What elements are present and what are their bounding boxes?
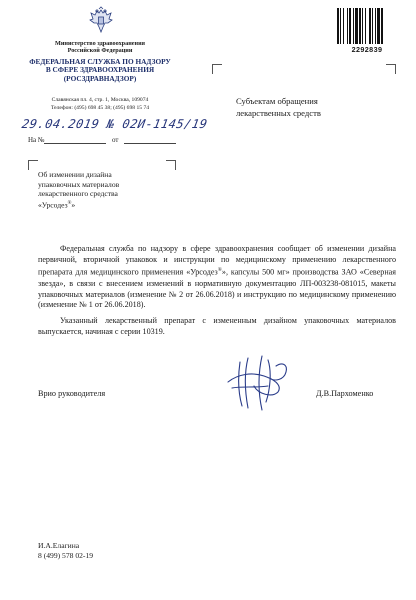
subject-bracket-left xyxy=(28,160,38,170)
reference-date-label: от xyxy=(112,136,119,144)
address-line-1: Славянская пл. 4, стр. 1, Москва, 109074 xyxy=(51,97,149,103)
agency-line-2: В СФЕРЕ ЗДРАВООХРАНЕНИЯ xyxy=(45,65,155,75)
barcode-bar xyxy=(337,8,339,44)
ministry-line-2: Российской Федерации xyxy=(67,47,133,55)
ministry-name xyxy=(20,40,180,54)
barcode-bar xyxy=(362,8,363,44)
agency-address xyxy=(20,97,180,113)
agency-line-1: ФЕДЕРАЛЬНАЯ СЛУЖБА ПО НАДЗОРУ xyxy=(29,57,171,66)
barcode-bar xyxy=(359,8,361,44)
handwritten-registration: 29.04.2019 № 02И-1145/19 xyxy=(20,117,209,131)
recipient-bracket-right xyxy=(386,64,396,74)
subject-line-3: лекарственного средства xyxy=(38,189,118,199)
body-p1-part-a: Федеральная служба по надзору в сфере здравоохранения сообщает об изменении дизайна первичной, вторичной упаковок и инструкции по медицинскому применению лекарственного препарата для медицинского применения «Урсодез xyxy=(38,244,396,278)
barcode-bar xyxy=(343,8,344,44)
body-registered-mark: ® xyxy=(217,267,222,274)
reference-number-blank xyxy=(44,143,106,144)
barcode-bar xyxy=(349,8,351,44)
body-paragraph-2: Указанный лекарственный препарат с измененным дизайном упаковочных материалов выпускается, начиная с серии 10319. xyxy=(38,315,396,336)
signatory-title: Врио руководителя xyxy=(38,389,106,398)
executor-phone: 8 (499) 578 02-19 xyxy=(38,551,94,560)
agency-line-3: (РОСЗДРАВНАДЗОР) xyxy=(63,73,137,83)
barcode-bar xyxy=(369,8,371,44)
body-paragraph-1 xyxy=(38,244,396,311)
barcode xyxy=(336,8,398,46)
barcode-number: 2292839 xyxy=(351,45,383,54)
reference-date-blank xyxy=(124,143,176,144)
subject-line-4 xyxy=(38,199,168,210)
barcode-bar xyxy=(355,8,358,44)
agency-name xyxy=(20,58,180,83)
subject-drug-name: «Урсодез xyxy=(38,200,68,210)
registered-mark: ® xyxy=(67,200,72,206)
handwritten-signature xyxy=(218,352,308,412)
barcode-bar xyxy=(347,8,348,44)
coat-of-arms-icon xyxy=(88,6,114,36)
barcode-bar xyxy=(365,8,366,44)
letter-subject xyxy=(38,170,168,210)
recipient-bracket-left xyxy=(212,64,222,74)
subject-line-1: Об изменении дизайна xyxy=(38,170,112,179)
ministry-line-1: Министерство здравоохранения xyxy=(54,40,146,47)
executor-name: И.А.Елагина xyxy=(38,541,80,550)
barcode-bar xyxy=(375,8,376,44)
barcode-bar xyxy=(372,8,373,44)
reference-number-label: На № xyxy=(28,136,45,144)
subject-closing-quote: » xyxy=(71,200,76,210)
body-p1-part-b: », капсулы 500 мг» производства ЗАО «Северная звезда», в связи с внесением изменений в нормативную документацию ЛП-003238-081015, макеты упаковочных материалов (изменение № 2 от 26.06.2018) и инструкцию по медицинскому применению (изменение № 1 от 26.06.2018). xyxy=(38,268,396,310)
recipient-line-1: Субъектам обращения xyxy=(236,96,318,106)
address-line-2: Телефон: (495) 698 45 38; (495) 698 15 74 xyxy=(50,104,150,111)
barcode-bar xyxy=(381,8,383,44)
letter-body xyxy=(38,244,396,337)
recipient-line-2: лекарственных средств xyxy=(236,108,321,118)
barcode-bar xyxy=(353,8,354,44)
barcode-bar xyxy=(340,8,341,44)
subject-bracket-right xyxy=(166,160,176,170)
executor-info xyxy=(38,541,93,561)
barcode-bar xyxy=(377,8,380,44)
letter-recipient xyxy=(236,95,386,119)
signatory-name: Д.В.Пархоменко xyxy=(316,389,374,398)
subject-line-2: упаковочных материалов xyxy=(38,179,120,189)
